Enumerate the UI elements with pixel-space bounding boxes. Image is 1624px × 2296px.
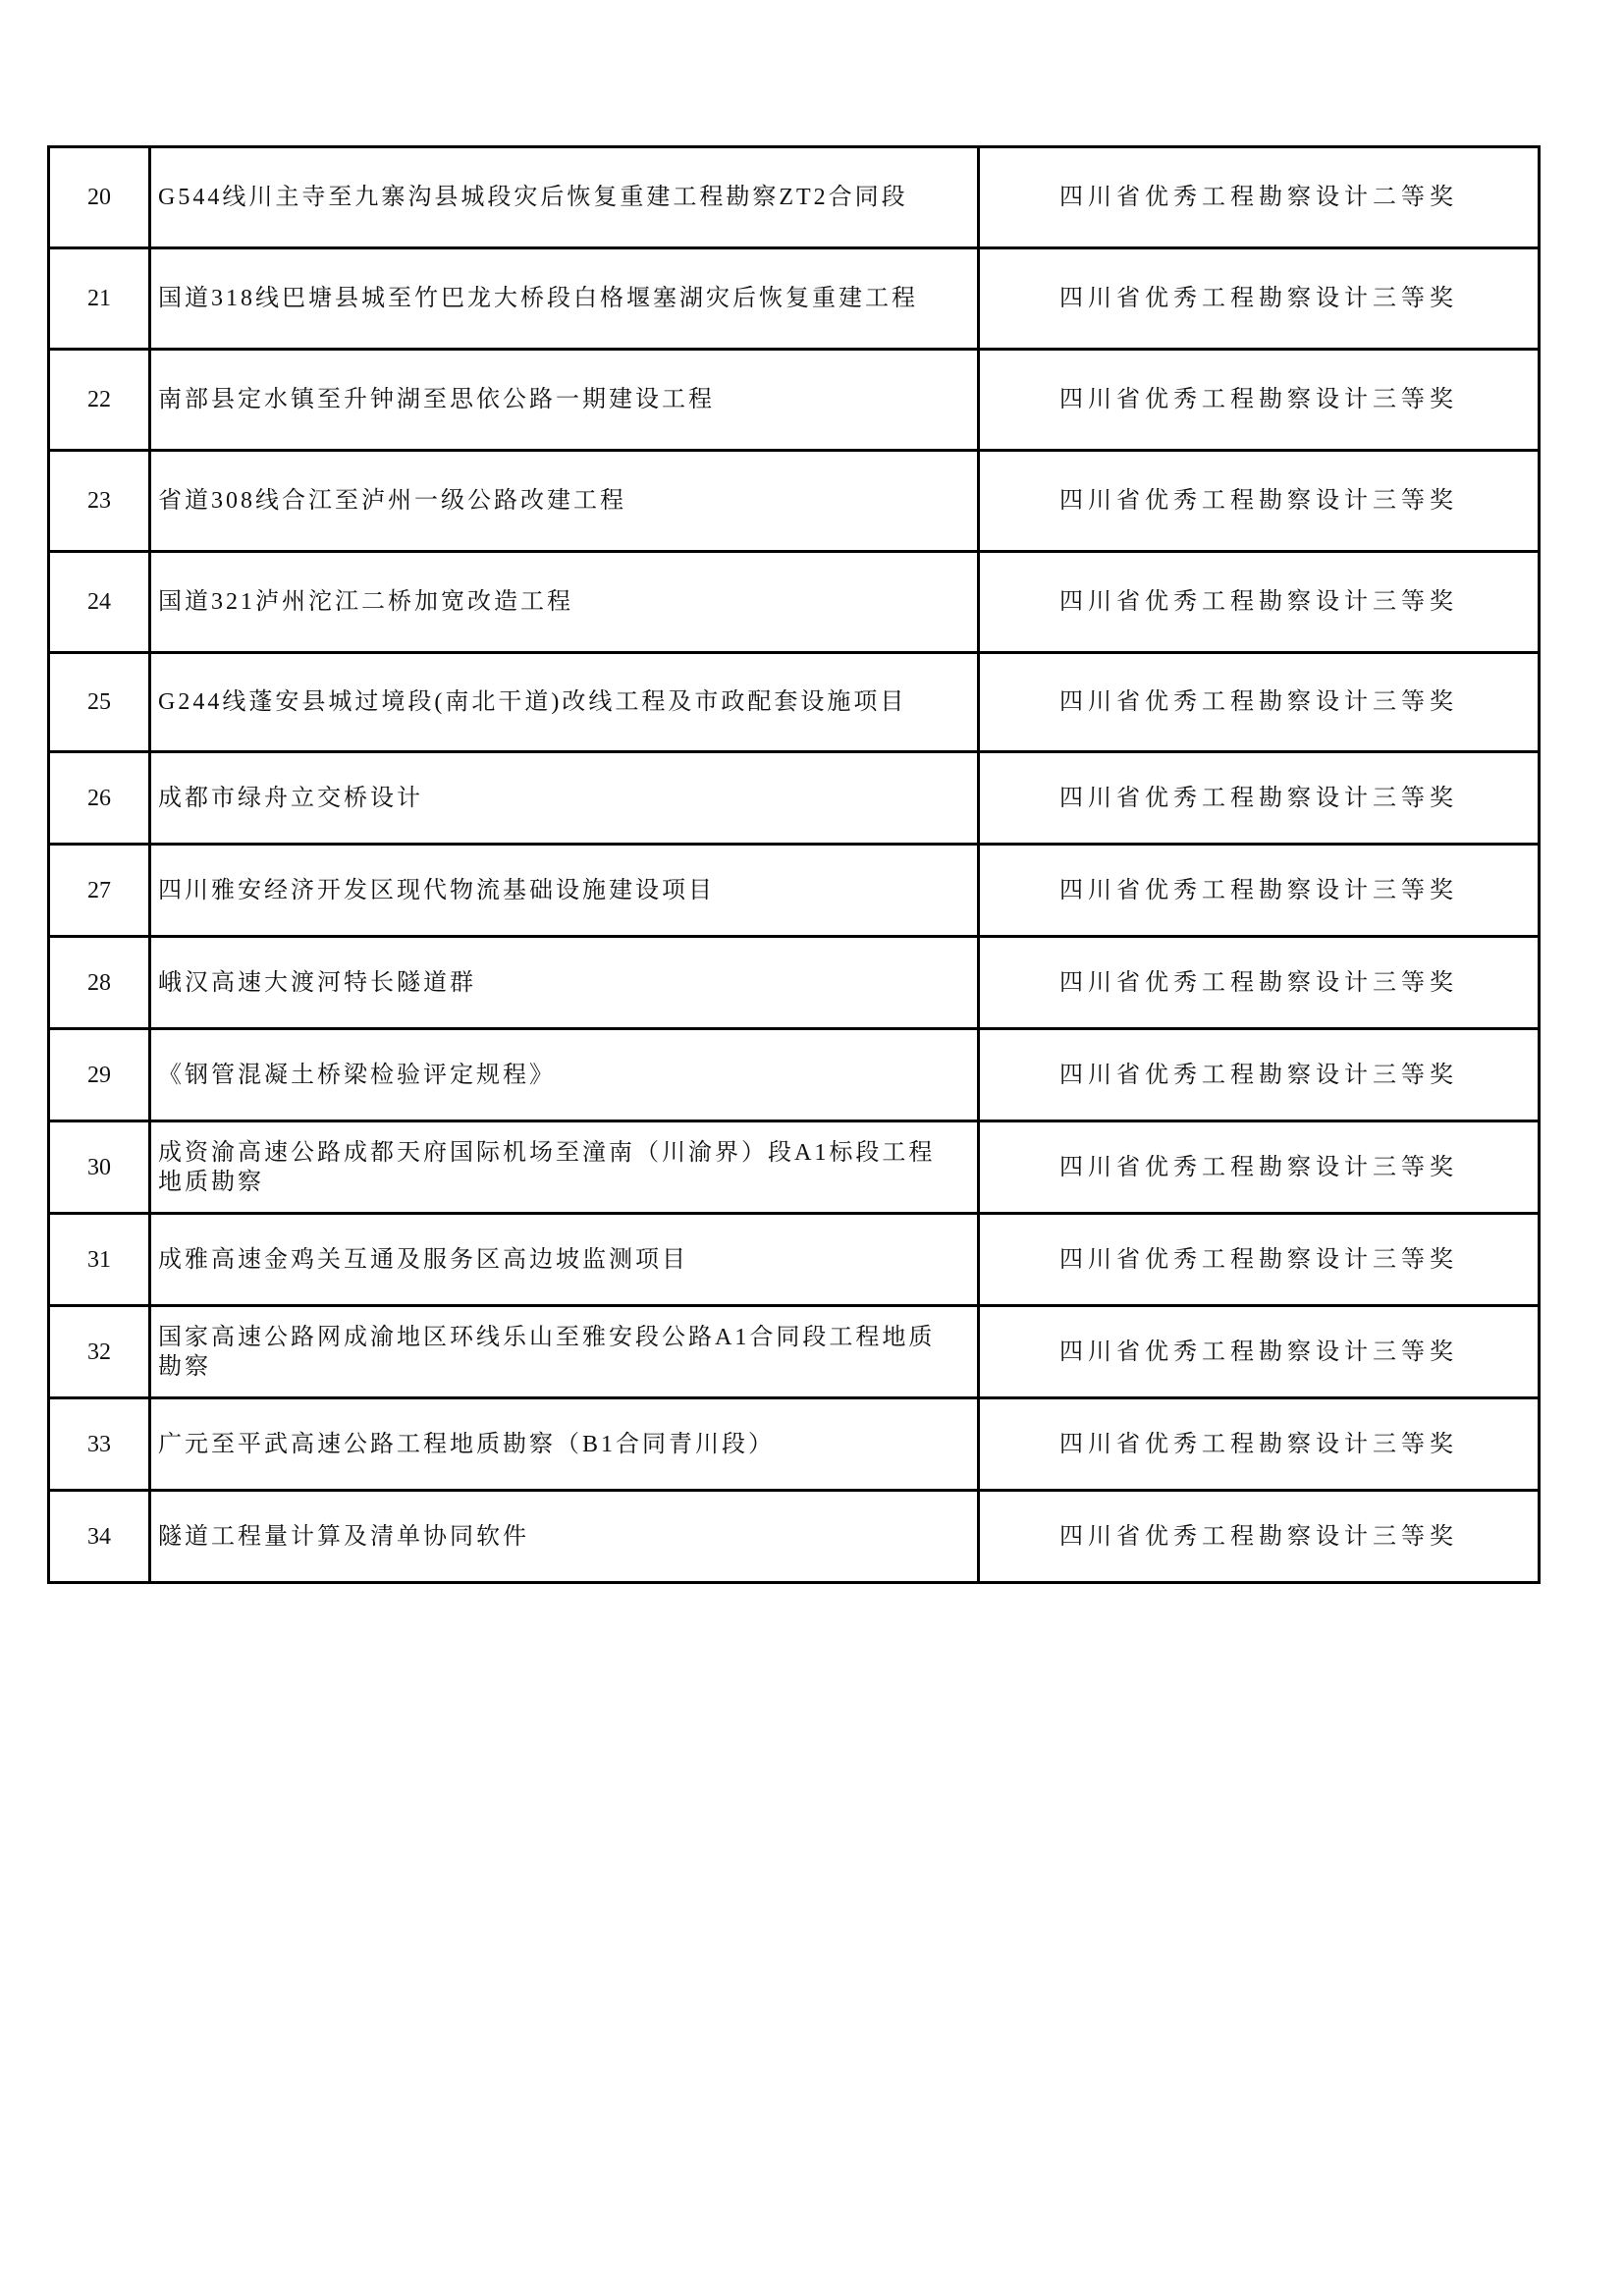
table-row [49, 451, 1540, 552]
award-level: 四川省优秀工程勘察设计三等奖 [979, 845, 1540, 937]
awards-table [47, 145, 1541, 1584]
project-name: G244线蓬安县城过境段(南北干道)改线工程及市政配套设施项目 [150, 653, 979, 752]
award-level: 四川省优秀工程勘察设计三等奖 [979, 248, 1540, 350]
row-number: 20 [49, 147, 150, 248]
award-level: 四川省优秀工程勘察设计三等奖 [979, 1306, 1540, 1398]
table-row [49, 1121, 1540, 1214]
project-name: 成都市绿舟立交桥设计 [150, 752, 979, 845]
table-row [49, 552, 1540, 653]
project-name: 成资渝高速公路成都天府国际机场至潼南（川渝界）段A1标段工程地质勘察 [150, 1121, 979, 1214]
table-row [49, 752, 1540, 845]
table-row [49, 845, 1540, 937]
award-level: 四川省优秀工程勘察设计二等奖 [979, 147, 1540, 248]
awards-table-body [49, 147, 1540, 1583]
project-name: 国道321泸州沱江二桥加宽改造工程 [150, 552, 979, 653]
award-level: 四川省优秀工程勘察设计三等奖 [979, 653, 1540, 752]
project-name: 峨汉高速大渡河特长隧道群 [150, 937, 979, 1029]
project-name: 隧道工程量计算及清单协同软件 [150, 1491, 979, 1583]
award-level: 四川省优秀工程勘察设计三等奖 [979, 451, 1540, 552]
table-row [49, 1491, 1540, 1583]
table-row [49, 1029, 1540, 1121]
project-name: 省道308线合江至泸州一级公路改建工程 [150, 451, 979, 552]
award-level: 四川省优秀工程勘察设计三等奖 [979, 752, 1540, 845]
award-level: 四川省优秀工程勘察设计三等奖 [979, 1491, 1540, 1583]
project-name: 南部县定水镇至升钟湖至思依公路一期建设工程 [150, 350, 979, 451]
project-name: 国家高速公路网成渝地区环线乐山至雅安段公路A1合同段工程地质勘察 [150, 1306, 979, 1398]
row-number: 23 [49, 451, 150, 552]
project-name: 广元至平武高速公路工程地质勘察（B1合同青川段） [150, 1398, 979, 1491]
row-number: 29 [49, 1029, 150, 1121]
row-number: 21 [49, 248, 150, 350]
row-number: 26 [49, 752, 150, 845]
award-level: 四川省优秀工程勘察设计三等奖 [979, 1029, 1540, 1121]
project-name: 国道318线巴塘县城至竹巴龙大桥段白格堰塞湖灾后恢复重建工程 [150, 248, 979, 350]
award-level: 四川省优秀工程勘察设计三等奖 [979, 552, 1540, 653]
table-row [49, 1214, 1540, 1306]
row-number: 27 [49, 845, 150, 937]
row-number: 30 [49, 1121, 150, 1214]
row-number: 22 [49, 350, 150, 451]
project-name: 成雅高速金鸡关互通及服务区高边坡监测项目 [150, 1214, 979, 1306]
row-number: 31 [49, 1214, 150, 1306]
table-row [49, 937, 1540, 1029]
project-name: 《钢管混凝土桥梁检验评定规程》 [150, 1029, 979, 1121]
project-name: 四川雅安经济开发区现代物流基础设施建设项目 [150, 845, 979, 937]
award-level: 四川省优秀工程勘察设计三等奖 [979, 1214, 1540, 1306]
table-row [49, 653, 1540, 752]
table-row [49, 248, 1540, 350]
project-name: G544线川主寺至九寨沟县城段灾后恢复重建工程勘察ZT2合同段 [150, 147, 979, 248]
row-number: 34 [49, 1491, 150, 1583]
table-row [49, 1306, 1540, 1398]
table-row [49, 147, 1540, 248]
table-row [49, 350, 1540, 451]
table-row [49, 1398, 1540, 1491]
award-level: 四川省优秀工程勘察设计三等奖 [979, 937, 1540, 1029]
row-number: 32 [49, 1306, 150, 1398]
row-number: 25 [49, 653, 150, 752]
award-level: 四川省优秀工程勘察设计三等奖 [979, 350, 1540, 451]
row-number: 24 [49, 552, 150, 653]
award-level: 四川省优秀工程勘察设计三等奖 [979, 1398, 1540, 1491]
award-level: 四川省优秀工程勘察设计三等奖 [979, 1121, 1540, 1214]
row-number: 28 [49, 937, 150, 1029]
row-number: 33 [49, 1398, 150, 1491]
